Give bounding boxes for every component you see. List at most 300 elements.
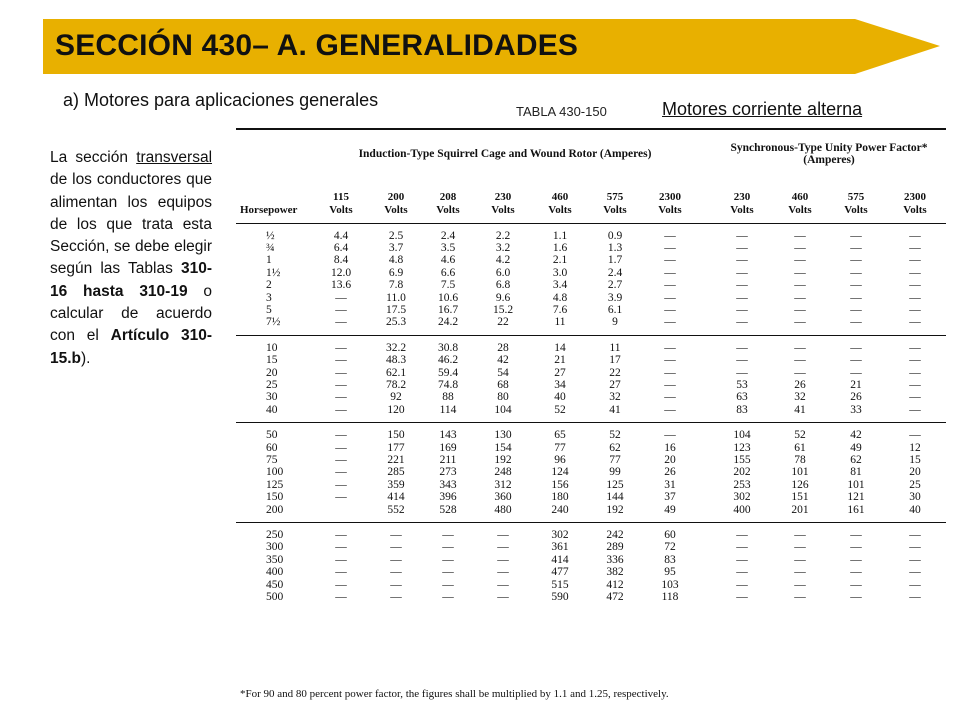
table-cell: 60 xyxy=(266,441,278,454)
value-cell xyxy=(828,523,884,610)
table-cell: — xyxy=(794,291,806,304)
table-cell: 242 xyxy=(606,529,624,542)
table-cell: — xyxy=(850,566,862,579)
table-cell: 1 xyxy=(266,254,272,267)
table-cell: — xyxy=(335,303,347,316)
table-cell: 6.9 xyxy=(388,266,404,279)
table-cell: 302 xyxy=(733,491,751,504)
table-cell: 11 xyxy=(554,316,566,329)
table-cell: 100 xyxy=(266,466,284,479)
sync-col-header-230-line-1: 230 xyxy=(733,190,751,203)
table-cell: 15.2 xyxy=(492,303,514,316)
table-cell: — xyxy=(664,291,676,304)
induction-col-header-208-line-2: Volts xyxy=(436,203,460,216)
table-cell: 2.4 xyxy=(607,266,623,279)
value-cell xyxy=(474,335,532,422)
table-cell: 350 xyxy=(266,553,284,566)
table-cell: — xyxy=(736,541,748,554)
table-row-group xyxy=(236,223,946,335)
table-cell: — xyxy=(335,341,347,354)
table-cell: 75 xyxy=(266,454,278,466)
value-cell xyxy=(772,423,828,523)
table-cell: 155 xyxy=(733,454,751,466)
value-cell xyxy=(588,223,642,335)
table-cell: — xyxy=(442,578,454,591)
table-cell: 34 xyxy=(554,378,566,391)
table-cell: 49 xyxy=(664,503,676,516)
table-cell: 150 xyxy=(266,491,284,504)
table-cell: 61 xyxy=(794,441,806,454)
table-cell: — xyxy=(909,266,921,279)
table-cell: 10 xyxy=(266,341,278,354)
induction-col-header-208-line-1: 208 xyxy=(439,190,457,203)
value-cell xyxy=(474,523,532,610)
table-cell: — xyxy=(664,316,676,329)
table-cell: 41 xyxy=(609,403,621,416)
table-cell: 33 xyxy=(850,403,862,416)
table-cell: — xyxy=(850,366,862,379)
table-cell: 60 xyxy=(664,529,676,542)
table-cell: 3.5 xyxy=(440,241,456,254)
table-cell: — xyxy=(497,541,509,554)
table-cell: — xyxy=(664,354,676,367)
induction-col-header-460 xyxy=(532,177,588,223)
table-cell: — xyxy=(335,478,347,491)
table-cell: ¾ xyxy=(266,241,275,254)
table-cell: 7.6 xyxy=(552,303,568,316)
table-cell: 62 xyxy=(850,454,862,466)
table-cell: 4.8 xyxy=(552,291,568,304)
table-cell: 151 xyxy=(791,491,809,504)
sync-col-header-460-line-2: Volts xyxy=(788,203,812,216)
value-cell xyxy=(422,523,474,610)
table-cell: 30 xyxy=(266,391,278,404)
table-cell: — xyxy=(335,429,347,442)
table-cell: 9.6 xyxy=(495,291,511,304)
value-cell xyxy=(884,223,946,335)
table-cell: 472 xyxy=(606,591,624,604)
table-cell: — xyxy=(497,578,509,591)
table-cell: 2.1 xyxy=(552,254,568,267)
table-cell: 2.7 xyxy=(607,279,623,292)
desc-part-1: La sección xyxy=(50,149,128,166)
sync-col-header-460 xyxy=(772,177,828,223)
value-cell xyxy=(772,335,828,422)
table-cell: 1.3 xyxy=(607,241,623,254)
table-cell: — xyxy=(335,291,347,304)
table-cell: — xyxy=(390,529,402,542)
table-cell: — xyxy=(442,529,454,542)
table-cell: 31 xyxy=(664,478,676,491)
table-cell: 6.4 xyxy=(333,241,349,254)
induction-col-header-2300 xyxy=(642,177,698,223)
table-cell: 2.2 xyxy=(495,229,511,242)
table-cell: 4.8 xyxy=(388,254,404,267)
table-cell: 88 xyxy=(442,391,454,404)
table-cell: 360 xyxy=(494,491,512,504)
table-cell: 480 xyxy=(494,503,512,516)
table-cell: 16 xyxy=(664,441,676,454)
table-cell: 52 xyxy=(554,403,566,416)
table-cell: 77 xyxy=(609,454,621,466)
table-cell: 273 xyxy=(439,466,457,479)
table-cell: 302 xyxy=(551,529,569,542)
table-cell: — xyxy=(664,391,676,404)
table-row-group xyxy=(236,523,946,610)
table-cell: 400 xyxy=(733,503,751,516)
induction-group-header: Induction-Type Squirrel Cage and Wound Rotor (Amperes) xyxy=(312,129,698,177)
table-cell: 62 xyxy=(609,441,621,454)
table-cell: — xyxy=(497,566,509,579)
table-cell: 26 xyxy=(664,466,676,479)
induction-col-header-115-line-2: Volts xyxy=(329,203,353,216)
table-cell: — xyxy=(794,578,806,591)
table-cell: 42 xyxy=(497,354,509,367)
value-cell xyxy=(422,423,474,523)
table-cell: 336 xyxy=(606,553,624,566)
table-cell: 92 xyxy=(390,391,402,404)
table-cell: 6.1 xyxy=(607,303,623,316)
table-cell: — xyxy=(794,266,806,279)
horsepower-cell xyxy=(236,523,312,610)
desc-part-2: transversal xyxy=(136,149,213,166)
table-cell: 14 xyxy=(554,341,566,354)
value-cell xyxy=(370,223,422,335)
induction-col-header-115 xyxy=(312,177,370,223)
table-cell: — xyxy=(850,303,862,316)
table-cell: — xyxy=(850,279,862,292)
table-cell: 253 xyxy=(733,478,751,491)
table-cell: 450 xyxy=(266,578,284,591)
table-cell: 156 xyxy=(551,478,569,491)
table-cell: — xyxy=(850,553,862,566)
table-cell: 201 xyxy=(791,503,809,516)
table-cell: 25 xyxy=(266,378,278,391)
table-cell: — xyxy=(909,366,921,379)
value-cell xyxy=(532,223,588,335)
table-cell: 83 xyxy=(664,553,676,566)
table-cell: 343 xyxy=(439,478,457,491)
table-cell: 11.0 xyxy=(386,291,406,304)
table-cell: 396 xyxy=(439,491,457,504)
table-cell: 54 xyxy=(497,366,509,379)
table-cell: 250 xyxy=(266,529,284,542)
table-cell: 96 xyxy=(554,454,566,466)
table-cell: — xyxy=(335,553,347,566)
sync-col-header-460-line-1: 460 xyxy=(791,190,809,203)
value-cell xyxy=(312,523,370,610)
table-cell: — xyxy=(794,341,806,354)
table-cell: — xyxy=(850,354,862,367)
table-cell: 32 xyxy=(609,391,621,404)
horsepower-cell xyxy=(236,423,312,523)
value-cell xyxy=(370,523,422,610)
table-footnote: *For 90 and 80 percent power factor, the figures shall be multiplied by 1.1 and 1.25, respectively. xyxy=(240,688,669,700)
motor-current-table-image xyxy=(236,128,952,711)
sync-col-header-2300 xyxy=(884,177,946,223)
table-cell: — xyxy=(736,266,748,279)
table-cell: 202 xyxy=(733,466,751,479)
table-cell: — xyxy=(335,578,347,591)
table-cell: — xyxy=(736,279,748,292)
title-banner xyxy=(43,19,940,74)
table-cell: — xyxy=(736,578,748,591)
table-cell: — xyxy=(736,229,748,242)
table-cell: 300 xyxy=(266,541,284,554)
table-cell: — xyxy=(850,241,862,254)
value-cell xyxy=(772,223,828,335)
table-cell: 7.5 xyxy=(440,279,456,292)
table-cell: 62.1 xyxy=(385,366,407,379)
table-cell: — xyxy=(909,591,921,604)
table-cell: — xyxy=(794,553,806,566)
table-cell: 25.3 xyxy=(385,316,407,329)
table-cell: — xyxy=(442,566,454,579)
table-cell: 177 xyxy=(387,441,405,454)
table-cell: 40 xyxy=(554,391,566,404)
table-cell: — xyxy=(335,454,347,466)
table-cell: — xyxy=(736,566,748,579)
table-cell: — xyxy=(736,254,748,267)
table-cell: 32.2 xyxy=(385,341,407,354)
table-cell: 289 xyxy=(606,541,624,554)
table-cell: 21 xyxy=(850,378,862,391)
table-cell: ½ xyxy=(266,229,275,242)
table-cell: — xyxy=(664,266,676,279)
table-cell: — xyxy=(794,316,806,329)
table-cell: 26 xyxy=(850,391,862,404)
table-cell: 200 xyxy=(266,503,284,516)
table-cell: 25 xyxy=(909,478,921,491)
value-cell xyxy=(474,223,532,335)
table-cell: — xyxy=(736,529,748,542)
table-cell: — xyxy=(664,341,676,354)
value-cell xyxy=(642,523,698,610)
table-cell: 6.0 xyxy=(495,266,511,279)
induction-col-header-460-line-2: Volts xyxy=(548,203,572,216)
table-cell: — xyxy=(497,591,509,604)
sync-col-header-230 xyxy=(712,177,772,223)
value-cell xyxy=(828,335,884,422)
table-cell: 7½ xyxy=(266,316,281,329)
table-cell: — xyxy=(909,254,921,267)
table-cell: 15 xyxy=(266,354,278,367)
table-cell: — xyxy=(850,291,862,304)
table-cell: 169 xyxy=(439,441,457,454)
sync-group-header xyxy=(712,129,946,177)
table-cell: 16.7 xyxy=(437,303,459,316)
table-cell: 477 xyxy=(551,566,569,579)
table-cell: 221 xyxy=(387,454,405,466)
table-cell: 114 xyxy=(439,403,457,416)
table-cell: 10.6 xyxy=(437,291,459,304)
table-cell: 46.2 xyxy=(437,354,459,367)
sync-col-header-575-line-2: Volts xyxy=(844,203,868,216)
value-cell xyxy=(588,523,642,610)
table-reference-label: TABLA 430-150 xyxy=(516,104,607,119)
desc-part-5: o calcular de acuerdo con el xyxy=(50,282,212,345)
table-cell: — xyxy=(335,566,347,579)
value-cell xyxy=(474,423,532,523)
table-cell: — xyxy=(736,354,748,367)
section-subtitle: a) Motores para aplicaciones generales xyxy=(63,90,379,110)
table-cell: 248 xyxy=(494,466,512,479)
value-cell xyxy=(312,335,370,422)
induction-col-header-460-line-1: 460 xyxy=(551,190,569,203)
table-cell: — xyxy=(736,591,748,604)
table-cell: 414 xyxy=(387,491,405,504)
table-cell: 414 xyxy=(551,553,569,566)
table-cell: 359 xyxy=(387,478,405,491)
value-cell xyxy=(884,423,946,523)
value-cell xyxy=(312,423,370,523)
table-cell: — xyxy=(664,303,676,316)
table-cell: — xyxy=(909,341,921,354)
table-cell: 3.7 xyxy=(388,241,404,254)
table-cell: 20 xyxy=(664,454,676,466)
induction-col-header-230 xyxy=(474,177,532,223)
table-cell: 0.9 xyxy=(607,229,623,242)
table-cell: — xyxy=(736,241,748,254)
table-cell: 4.6 xyxy=(440,254,456,267)
table-cell: 30.8 xyxy=(437,341,459,354)
table-cell: 32 xyxy=(794,391,806,404)
value-cell xyxy=(642,335,698,422)
induction-col-header-575 xyxy=(588,177,642,223)
table-cell: — xyxy=(850,316,862,329)
table-cell: — xyxy=(794,303,806,316)
table-cell: — xyxy=(664,378,676,391)
horsepower-header: Horsepower xyxy=(240,203,298,216)
table-cell: — xyxy=(335,529,347,542)
sync-col-header-2300-line-1: 2300 xyxy=(904,190,926,203)
table-cell: — xyxy=(390,566,402,579)
table-cell: 4.4 xyxy=(333,229,349,242)
table-cell: — xyxy=(850,529,862,542)
table-cell: 22 xyxy=(497,316,509,329)
table-cell: 590 xyxy=(551,591,569,604)
table-cell: 27 xyxy=(554,366,566,379)
table-cell: 192 xyxy=(494,454,512,466)
induction-col-header-230-line-1: 230 xyxy=(494,190,512,203)
table-cell: — xyxy=(390,553,402,566)
table-cell: 48.3 xyxy=(385,354,407,367)
table-cell: — xyxy=(497,529,509,542)
horsepower-cell xyxy=(236,223,312,335)
value-cell xyxy=(370,423,422,523)
table-cell: 78.2 xyxy=(385,378,407,391)
table-cell: — xyxy=(794,566,806,579)
table-cell: — xyxy=(909,229,921,242)
table-cell: — xyxy=(664,403,676,416)
table-cell: 80 xyxy=(497,391,509,404)
table-cell: 3.0 xyxy=(552,266,568,279)
table-cell: 130 xyxy=(494,429,512,442)
horsepower-cell xyxy=(236,335,312,422)
table-cell: — xyxy=(794,254,806,267)
table-cell: 15 xyxy=(909,454,921,466)
table-cell: 6.6 xyxy=(440,266,456,279)
table-cell: 41 xyxy=(794,403,806,416)
table-cell: — xyxy=(794,354,806,367)
table-cell: — xyxy=(664,229,676,242)
table-cell: 17 xyxy=(609,354,621,367)
table-cell: — xyxy=(909,241,921,254)
table-cell: 53 xyxy=(736,378,748,391)
value-cell xyxy=(422,335,474,422)
table-row-group xyxy=(236,335,946,422)
table-cell: 104 xyxy=(733,429,751,442)
table-cell: — xyxy=(794,279,806,292)
sync-col-header-230-line-2: Volts xyxy=(730,203,754,216)
table-cell: 27 xyxy=(609,378,621,391)
table-cell: — xyxy=(442,541,454,554)
table-cell: 59.4 xyxy=(437,366,459,379)
table-cell: 4.2 xyxy=(495,254,511,267)
table-cell: 285 xyxy=(387,466,405,479)
table-cell: 2.5 xyxy=(388,229,404,242)
table-cell: — xyxy=(909,553,921,566)
induction-col-header-230-line-2: Volts xyxy=(491,203,515,216)
table-cell: 11 xyxy=(609,341,621,354)
table-cell: — xyxy=(909,566,921,579)
table-cell: — xyxy=(909,303,921,316)
table-cell: 1½ xyxy=(266,266,281,279)
sync-col-header-575 xyxy=(828,177,884,223)
table-cell: 312 xyxy=(494,478,512,491)
table-cell: — xyxy=(664,254,676,267)
sync-col-header-575-line-1: 575 xyxy=(847,190,865,203)
table-cell: 7.8 xyxy=(388,279,404,292)
table-cell: 125 xyxy=(606,478,624,491)
table-cell: — xyxy=(442,591,454,604)
table-cell: — xyxy=(909,578,921,591)
table-cell: 83 xyxy=(736,403,748,416)
table-cell: 382 xyxy=(606,566,624,579)
page-title: SECCIÓN 430– A. GENERALIDADES xyxy=(55,29,579,62)
table-cell: 120 xyxy=(387,403,405,416)
table-cell: 40 xyxy=(266,403,278,416)
table-cell: — xyxy=(442,553,454,566)
table-cell: 81 xyxy=(850,466,862,479)
table-cell: — xyxy=(736,303,748,316)
motor-current-table xyxy=(236,128,946,609)
table-cell: 2.4 xyxy=(440,229,456,242)
value-cell xyxy=(588,335,642,422)
table-cell: 13.6 xyxy=(330,279,352,292)
table-cell: 3.2 xyxy=(495,241,511,254)
value-cell xyxy=(772,523,828,610)
table-row-group xyxy=(236,423,946,523)
table-cell: 78 xyxy=(794,454,806,466)
table-cell: 552 xyxy=(387,503,405,516)
table-cell: 49 xyxy=(850,441,862,454)
table-cell xyxy=(312,504,370,516)
table-cell: 12.0 xyxy=(330,266,352,279)
desc-part-3: de los conductores que alimentan los equipos de los que trata esta Sección, se debe elegir según las Tablas xyxy=(50,171,212,278)
table-cell: 240 xyxy=(551,503,569,516)
table-cell: — xyxy=(390,591,402,604)
table-cell: — xyxy=(664,241,676,254)
sync-col-header-2300-line-2: Volts xyxy=(903,203,927,216)
table-cell: 500 xyxy=(266,591,284,604)
table-cell: — xyxy=(497,553,509,566)
table-cell: 30 xyxy=(909,491,921,504)
table-cell: 104 xyxy=(494,403,512,416)
value-cell xyxy=(532,523,588,610)
table-cell: 17.5 xyxy=(385,303,407,316)
table-cell: 63 xyxy=(736,391,748,404)
